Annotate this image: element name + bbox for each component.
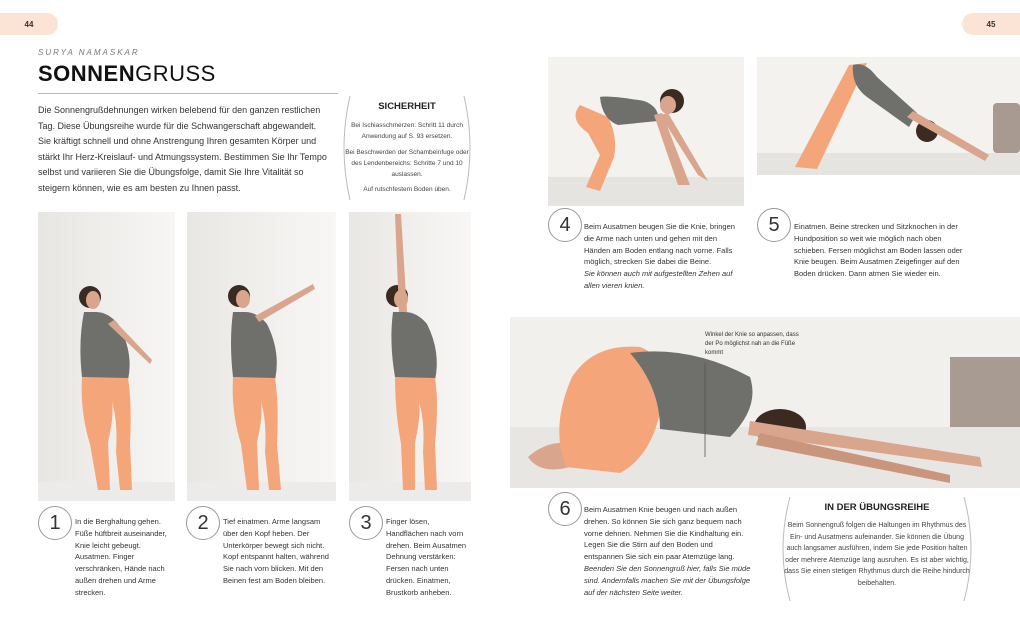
exercise-info-text: Beim Sonnengruß folgen die Haltungen im Rhythmus des Ein- und Ausatmens aufeinander. Sie können die Übung auch langsamer ausführen, indem Sie jede Position halten oder mehrere Atemzüge lang ausruhen. Es ist aber wichtig, dass Sie einen stetigen Rhythmus durch die Reihe hindurch beibehalten. (784, 522, 970, 587)
step-2-number: 2 (186, 506, 220, 540)
photo-step-4 (548, 57, 744, 206)
section-kicker: SURYA NAMASKAR (38, 48, 140, 57)
safety-box (336, 92, 478, 204)
step-1-text: In die Berghaltung gehen. Füße hüftbreit auseinander, Knie leicht gebeugt. Ausatmen. Finger verschränken, Hände nach außen drehen und Arme strecken. (75, 517, 167, 597)
exercise-info-heading: IN DER ÜBUNGSREIHE (824, 502, 930, 513)
step-6-number: 6 (548, 492, 582, 526)
step-2-text: Tief einatmen. Arme langsam über den Kopf heben. Der Unterkörper bewegt sich nicht. Kopf entspannt halten, während Sie nach vorn blicken. Mit den Beinen fest am Boden bleiben. (223, 517, 329, 585)
page-title (38, 61, 216, 87)
title-light: GRUSS (135, 61, 216, 86)
safety-text-3: Auf rutschfestem Boden üben. (363, 186, 451, 193)
step-4-number: 4 (548, 208, 582, 242)
step-4-italic: Sie können auch mit aufgestellten Zehen auf allen vieren knien. (584, 269, 733, 290)
step-4-body: Beim Ausatmen beugen Sie die Knie, bringen die Arme nach unten und gehen mit den Händen am Boden entlang nach vorne. Falls möglich, strecken Sie dabei die Beine. (584, 222, 735, 267)
step-6-italic: Beenden Sie den Sonnengruß hier, falls Sie müde sind. Andernfalls machen Sie mit der Übungsfolge auf der nächsten Seite weiter. (584, 563, 751, 597)
intro-text: Die Sonnengrußdehnungen wirken belebend für den ganzen restlichen Tag. Diese Übungsreihe wurde für die Schwangerschaft abgewandelt. Sie kräftigt schnell und ohne Anstrengung Ihren gesamten Körper und stärkt Ihr Herz-Kreislauf- und Atmungssystem. Bestimmen Sie Ihr Tempo selbst und variieren Sie die Übungsfolge, damit Sie Ihre Vitalität so steigern können, wie es am besten zu Ihnen passt. (38, 105, 327, 193)
step-1-number: 1 (38, 506, 72, 540)
title-bold: SONNEN (38, 61, 136, 86)
page-number-left: 44 (0, 13, 58, 35)
title-divider (38, 93, 338, 94)
step-5-text: Einatmen. Beine strecken und Sitzknochen in der Hundposition so weit wie möglich nach oben schieben. Fersen möglichst am Boden lassen oder Knie beugen. Beim Ausatmen Zeigefinger auf den Boden drücken. Dann atmen Sie wieder ein. (794, 222, 963, 279)
photo-step-3 (349, 212, 471, 501)
safety-heading: SICHERHEIT (378, 101, 436, 112)
step-3-number: 3 (349, 506, 383, 540)
step-6-body: Beim Ausatmen Knie beugen und nach außen drehen. So können Sie sich ganz bequem nach vorne dehnen. Nehmen Sie die Kindhaltung ein. Legen Sie die Stirn auf den Boden und entspannen Sie sich ein paar Atemzüge lang. (584, 505, 744, 562)
safety-text-2: Bei Beschwerden der Schambeinfuge oder des Lendenbereichs: Schritte 7 und 10 auslassen. (345, 149, 469, 178)
safety-text-1: Bei Ischiasschmerzen: Schritt 11 durch Anwendung auf S. 93 ersetzen. (351, 122, 463, 140)
step-6-text (584, 504, 754, 598)
step-4-text (584, 221, 744, 292)
step-3-text: Finger lösen, Handflächen nach vorn drehen. Beim Ausatmen Dehnung verstärken: Fersen nach unten drücken. Einatmen, Brustkorb anheben. (386, 517, 467, 597)
photo-step-2 (187, 212, 336, 501)
step-5-number: 5 (757, 208, 791, 242)
photo-step-5 (757, 57, 1020, 175)
photo-annotation: Winkel der Knie so anpassen, dass der Po möglichst nah an die Füße kommt (705, 332, 799, 356)
exercise-info-box (774, 494, 980, 604)
page-number-right: 45 (962, 13, 1020, 35)
photo-step-1 (38, 212, 175, 501)
